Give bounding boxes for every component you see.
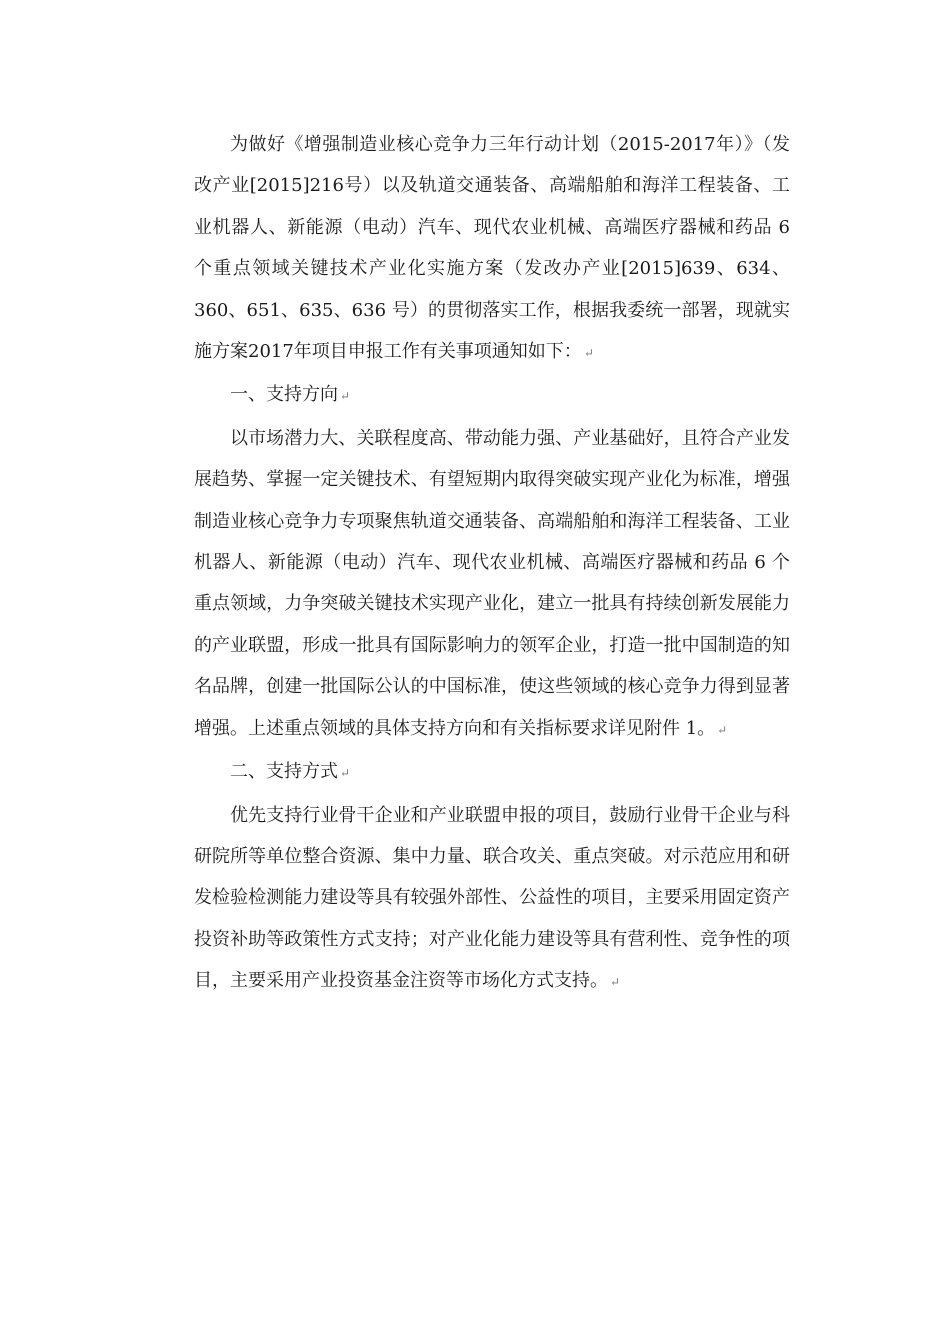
paragraph-mark-icon: ↵: [610, 975, 621, 990]
section-heading-direction-text: 一、支持方向: [230, 384, 338, 406]
section-heading-direction: [194, 374, 790, 417]
paragraph-mark-icon: ↵: [717, 722, 728, 737]
paragraph-direction-text: 以市场潜力大、关联程度高、带动能力强、产业基础好，且符合产业发展趋势、掌握一定关键技术、有望短期内取得突破实现产业化为标准，增强制造业核心竞争力专项聚焦轨道交通装备、高端船舶和海洋工程装备、工业机器人、新能源（电动）汽车、现代农业机械、高端医疗器械和药品 6 个重点领域，力争突破关键技术实现产业化，建立一批具有持续创新发展能力的产业联盟，形成一批具有国际影响力的领军企业，打造一批中国制造的知名品牌，创建一批国际公认的中国标准，使这些领域的核心竞争力得到显著增强。上述重点领域的具体支持方向和有关指标要求详见附件 1。: [194, 427, 790, 739]
paragraph-intro-text: 为做好《增强制造业核心竞争力三年行动计划（2015-2017年）》（发改产业[2015]216号）以及轨道交通装备、高端船舶和海洋工程装备、工业机器人、新能源（电动）汽车、现代农业机械、高端医疗器械和药品 6 个重点领域关键技术产业化实施方案（发改办产业[2015]639、634、360、651、635、636 号）的贯彻落实工作，根据我委统一部署，现就实施方案2017年项目申报工作有关事项通知如下：: [194, 134, 790, 363]
paragraph-method: [194, 795, 790, 1004]
paragraph-direction: [194, 418, 790, 751]
paragraph-mark-icon: ↵: [340, 766, 351, 781]
paragraph-intro: [194, 124, 790, 374]
section-heading-method: [194, 751, 790, 794]
paragraph-mark-icon: ↵: [583, 346, 594, 361]
document-body: [194, 124, 790, 1004]
paragraph-method-text: 优先支持行业骨干企业和产业联盟申报的项目，鼓励行业骨干企业与科研院所等单位整合资源、集中力量、联合攻关、重点突破。对示范应用和研发检验检测能力建设等具有较强外部性、公益性的项目，主要采用固定资产投资补助等政策性方式支持；对产业化能力建设等具有营利性、竞争性的项目，主要采用产业投资基金注资等市场化方式支持。: [194, 804, 790, 992]
section-heading-method-text: 二、支持方式: [230, 761, 338, 783]
paragraph-mark-icon: ↵: [340, 389, 351, 404]
